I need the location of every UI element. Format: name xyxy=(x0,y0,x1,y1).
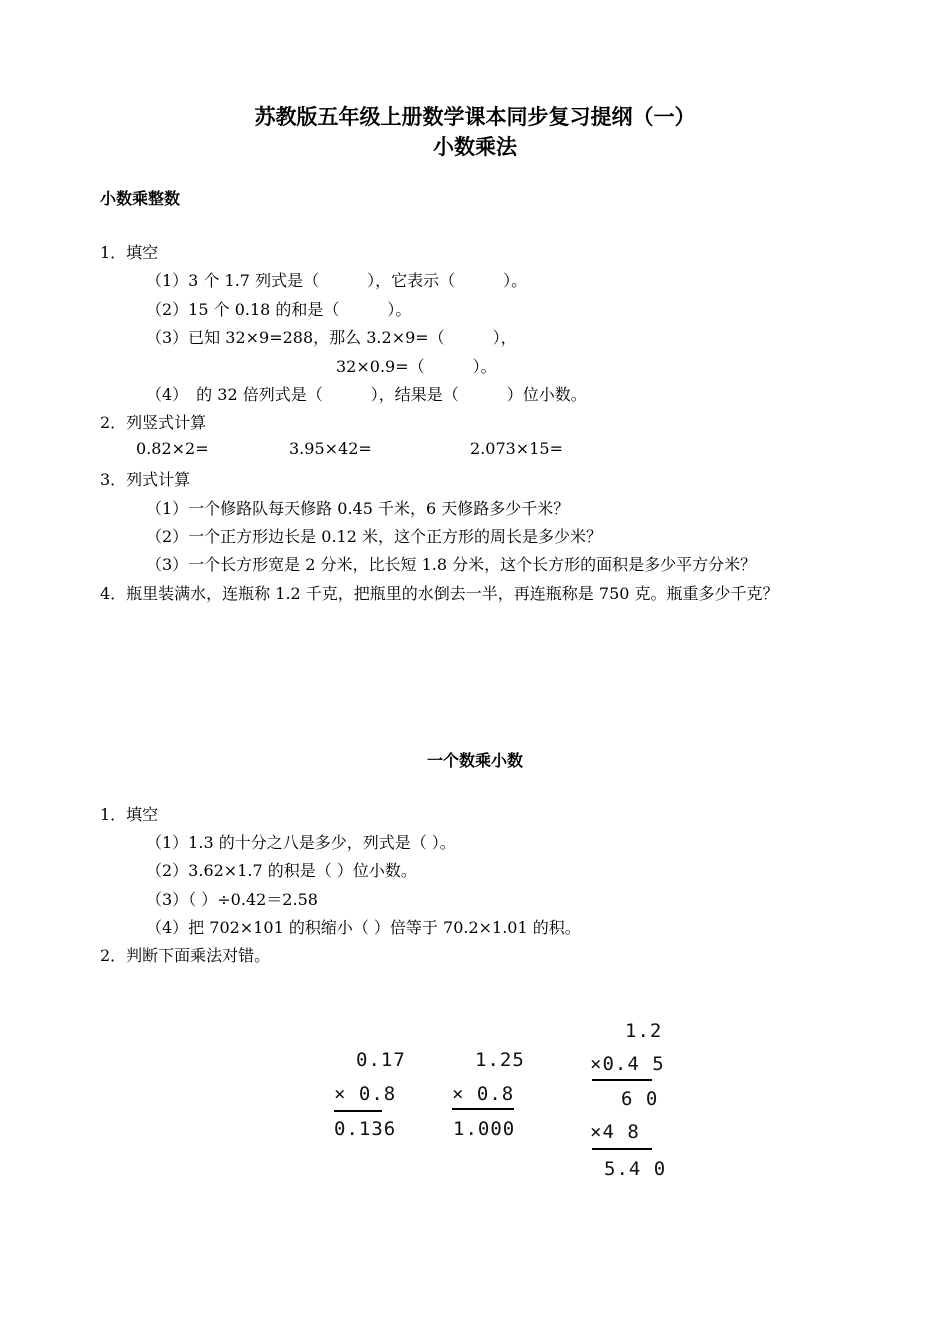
question-item: （3）已知 32×9=288，那么 3.2×9=（ ）， xyxy=(146,328,517,347)
question-item: （4） 的 32 倍列式是（ ），结果是（ ）位小数。 xyxy=(146,385,587,404)
question-2-label: 2．判断下面乘法对错。 xyxy=(100,946,271,965)
question-item: （2）3.62×1.7 的积是（ ）位小数。 xyxy=(146,861,417,880)
page-subtitle: 小数乘法 xyxy=(433,135,517,159)
calc-c-multiplicand: 1.2 xyxy=(625,1020,663,1042)
calc-c-result: 5.4 0 xyxy=(604,1158,667,1180)
calc-a-result: 0.136 xyxy=(334,1118,397,1140)
question-2-label: 2．列竖式计算 xyxy=(100,413,207,432)
calc-a-multiplier: × 0.8 xyxy=(334,1083,397,1105)
calc-a-multiplicand: 0.17 xyxy=(356,1049,406,1071)
calc-c-multiplier: ×0.4 5 xyxy=(590,1053,665,1075)
page-title: 苏教版五年级上册数学课本同步复习提纲（一） xyxy=(254,105,696,129)
question-item: （1）1.3 的十分之八是多少，列式是（ ）。 xyxy=(146,833,456,852)
question-item: （1）3 个 1.7 列式是（ ），它表示（ ）。 xyxy=(146,271,528,290)
question-item: （2）15 个 0.18 的和是（ ）。 xyxy=(146,300,412,319)
question-item: （3）一个长方形宽是 2 分米，比长短 1.8 分米，这个长方形的面积是多少平方分米？ xyxy=(146,555,757,574)
question-3-label: 3．列式计算 xyxy=(100,470,191,489)
section-heading: 一个数乘小数 xyxy=(426,751,523,770)
question-4: 4．瓶里装满水，连瓶称 1.2 千克，把瓶里的水倒去一半，再连瓶称是 750 克。瓶重多少千克？ xyxy=(100,584,779,603)
calc-b-multiplier: × 0.8 xyxy=(452,1083,515,1105)
calc-c-multiplier-2: ×4 8 xyxy=(590,1121,640,1143)
calc-c-partial: 6 0 xyxy=(621,1088,659,1110)
calc-c-rule xyxy=(592,1079,652,1081)
calc-b-result: 1.000 xyxy=(453,1118,516,1140)
calc-item: 0.82×2= xyxy=(136,439,209,458)
question-1-label: 1．填空 xyxy=(100,243,159,262)
question-1-label: 1．填空 xyxy=(100,805,159,824)
calc-b-rule xyxy=(452,1108,514,1110)
calc-c-rule-2 xyxy=(592,1148,652,1150)
question-item: （2）一个正方形边长是 0.12 米，这个正方形的周长是多少米？ xyxy=(146,527,602,546)
section-heading: 小数乘整数 xyxy=(100,189,181,208)
calc-item: 2.073×15= xyxy=(470,439,563,458)
question-item: （3）（ ）÷0.42＝2.58 xyxy=(146,890,318,909)
question-item: （1）一个修路队每天修路 0.45 千米，6 天修路多少千米？ xyxy=(146,499,570,518)
calc-item: 3.95×42= xyxy=(289,439,372,458)
calc-b-multiplicand: 1.25 xyxy=(475,1049,525,1071)
question-item: （4）把 702×101 的积缩小（ ）倍等于 70.2×1.01 的积。 xyxy=(146,918,581,937)
calc-a-rule xyxy=(334,1110,382,1112)
question-item: 32×0.9=（ ）。 xyxy=(336,357,497,376)
